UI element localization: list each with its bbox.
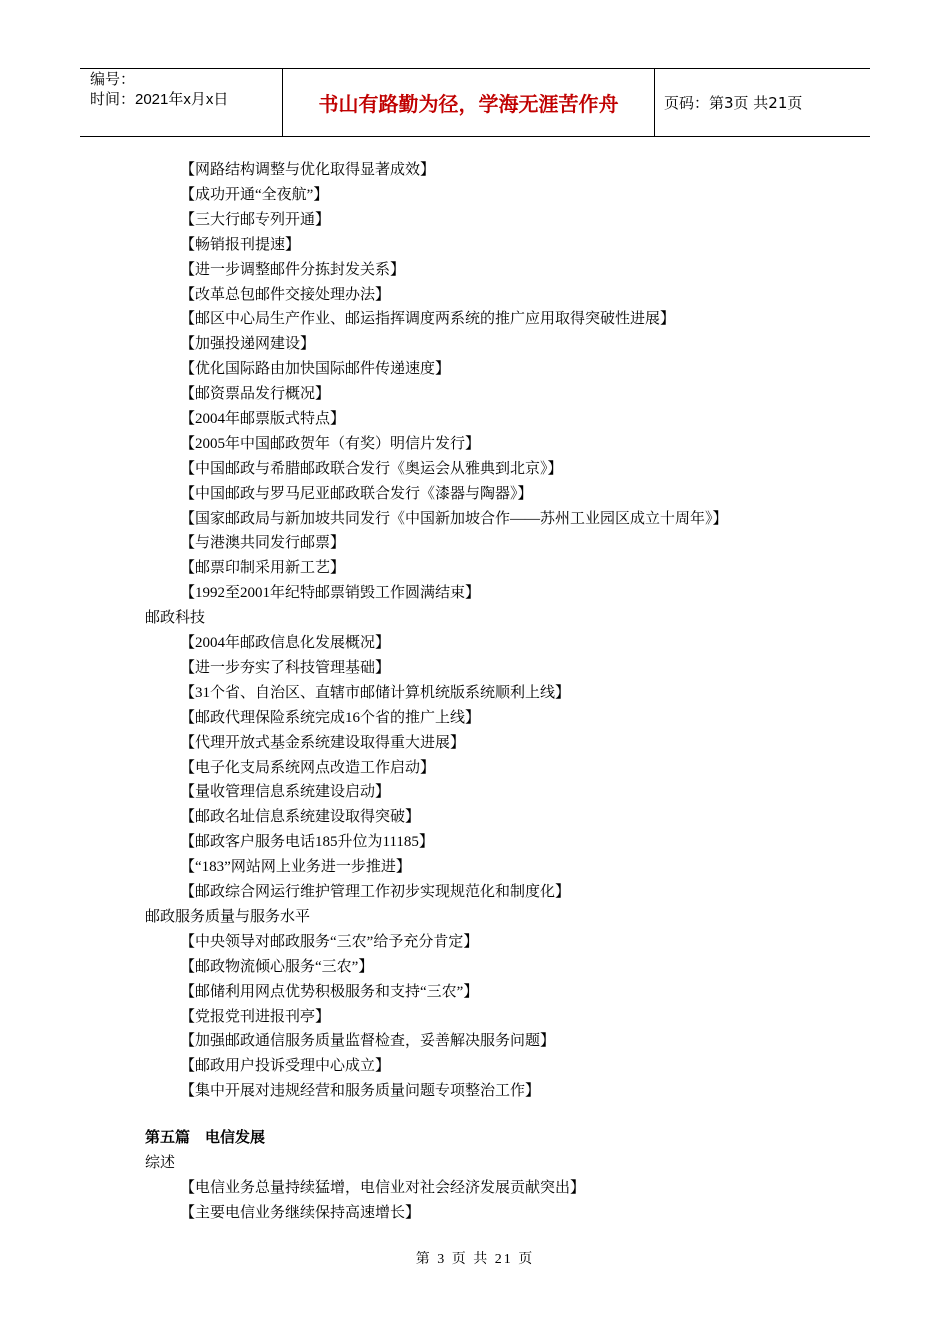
header-meta — [80, 69, 282, 136]
toc-item: 【2005年中国邮政贺年（有奖）明信片发行】 — [180, 436, 481, 452]
toc-item: 【中国邮政与罗马尼亚邮政联合发行《漆器与陶器》】 — [180, 486, 533, 502]
toc-item: 【代理开放式基金系统建设取得重大进展】 — [180, 735, 466, 751]
toc-item: 【电信业务总量持续猛增，电信业对社会经济发展贡献突出】 — [180, 1180, 586, 1196]
toc-item: 【改革总包邮件交接处理办法】 — [180, 287, 391, 303]
chapter-heading: 第五篇 电信发展 — [145, 1130, 266, 1146]
toc-item: 【加强邮政通信服务质量监督检查，妥善解决服务问题】 — [180, 1033, 556, 1049]
toc-item: 【畅销报刊提速】 — [180, 237, 301, 253]
toc-item: 【党报党刊进报刊亭】 — [180, 1009, 331, 1025]
toc-item: 【进一步夯实了科技管理基础】 — [180, 660, 391, 676]
toc-item: 【集中开展对违规经营和服务质量问题专项整治工作】 — [180, 1083, 541, 1099]
toc-item: 【量收管理信息系统建设启动】 — [180, 784, 391, 800]
toc-item: 【邮政物流倾心服务“三农”】 — [180, 959, 374, 975]
section-heading: 邮政服务质量与服务水平 — [145, 909, 311, 925]
toc-item: 【1992至2001年纪特邮票销毁工作圆满结束】 — [180, 585, 481, 601]
toc-item: 【三大行邮专列开通】 — [180, 212, 331, 228]
section-heading: 邮政科技 — [145, 610, 206, 626]
toc-item: 【邮政代理保险系统完成16个省的推广上线】 — [180, 710, 481, 726]
toc-item: 【邮政综合网运行维护管理工作初步实现规范化和制度化】 — [180, 884, 571, 900]
toc-item: 【2004年邮票版式特点】 — [180, 411, 346, 427]
toc-item: 【邮政客户服务电话185升位为11185】 — [180, 834, 434, 850]
toc-item: 【优化国际路由加快国际邮件传递速度】 — [180, 361, 451, 377]
toc-item: 【邮资票品发行概况】 — [180, 386, 331, 402]
toc-item: 【加强投递网建设】 — [180, 336, 316, 352]
toc-item: 【邮政名址信息系统建设取得突破】 — [180, 809, 421, 825]
toc-item: 【邮政用户投诉受理中心成立】 — [180, 1058, 391, 1074]
toc-item: 【成功开通“全夜航”】 — [180, 187, 329, 203]
header-page-number: 页码：第3页 共21页 — [664, 94, 803, 112]
toc-item: 【“183”网站网上业务进一步推进】 — [180, 859, 411, 875]
toc-item: 【31个省、自治区、直辖市邮储计算机统版系统顺利上线】 — [180, 685, 571, 701]
toc-item: 【中央领导对邮政服务“三农”给予充分肯定】 — [180, 934, 479, 950]
number-label: 编号： — [90, 71, 136, 88]
toc-item: 【电子化支局系统网点改造工作启动】 — [180, 760, 436, 776]
toc-item: 【邮票印制采用新工艺】 — [180, 560, 346, 576]
toc-item: 【与港澳共同发行邮票】 — [180, 535, 346, 551]
header-motto: 书山有路勤为径，学海无涯苦作舟 — [282, 69, 655, 136]
toc-item: 【邮区中心局生产作业、邮运指挥调度两系统的推广应用取得突破性进展】 — [180, 311, 676, 327]
section-heading: 综述 — [145, 1155, 176, 1171]
toc-item: 【邮储利用网点优势积极服务和支持“三农”】 — [180, 984, 479, 1000]
toc-item: 【国家邮政局与新加坡共同发行《中国新加坡合作——苏州工业园区成立十周年》】 — [180, 511, 728, 527]
toc-item: 【网路结构调整与优化取得显著成效】 — [180, 162, 436, 178]
page-footer: 第 3 页 共 21 页 — [415, 1252, 535, 1267]
toc-item: 【主要电信业务继续保持高速增长】 — [180, 1205, 421, 1221]
toc-item: 【2004年邮政信息化发展概况】 — [180, 635, 391, 651]
toc-item: 【进一步调整邮件分拣封发关系】 — [180, 262, 406, 278]
toc-item: 【中国邮政与希腊邮政联合发行《奥运会从雅典到北京》】 — [180, 461, 563, 477]
page-header — [80, 68, 870, 137]
date-label: 时间：2021年x月x日 — [90, 91, 229, 108]
